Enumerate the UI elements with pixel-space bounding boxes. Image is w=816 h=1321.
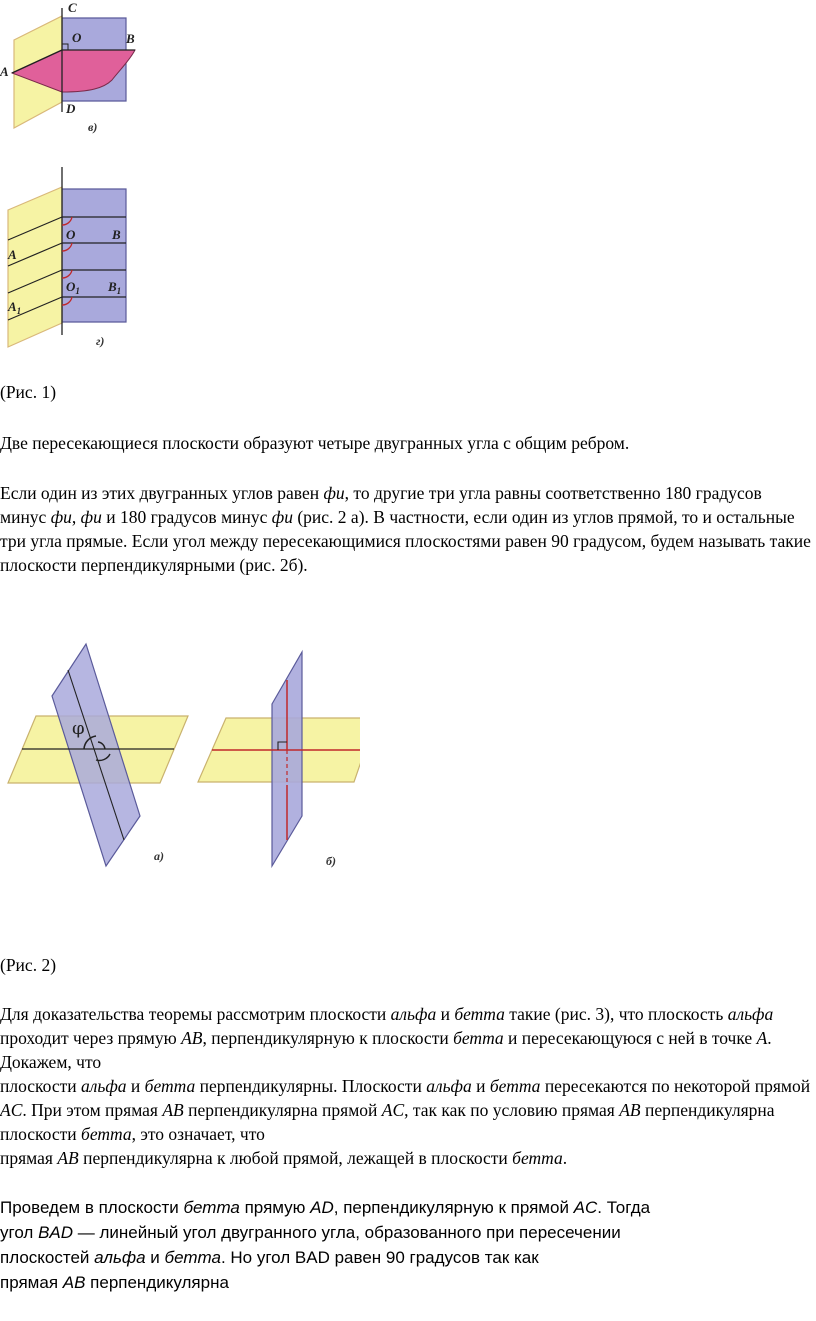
figure-2-panel-b <box>190 640 360 880</box>
paragraph-2: Если один из этих двугранных углов равен фи, то другие три угла равны соответственно 180 градусов минус фи, фи и 180 градусов минус фи (рис. 2 а). В частности, если один из углов прямой, то и остальные три угла прямые. Если угол между пересекающимися плоскостями равен 90 градусом, будем называть такие плоскости перпендикулярными (рис. 2б). <box>0 483 811 575</box>
paragraph-3: Для доказательства теоремы рассмотрим плоскости альфа и бетта такие (рис. 3), что плоскость альфа проходит через прямую AB, перпендикулярную к плоскости бетта и пересекающуюся с ней в точке A. Докажем, что плоскости альфа и бетта перпендикулярны. Плоскости альфа и бетта пересекаются по некоторой прямой AC. При этом прямая AB перпендикулярна прямой AC, так как по условию прямая AB перпендикулярна плоскости бетта, это означает, что прямая AB перпендикулярна к любой прямой, лежащей в плоскости бетта. <box>0 1004 811 1168</box>
figure-2-caption: (Рис. 2) <box>0 955 57 975</box>
label-a1: $A_1$ <box>8 299 22 316</box>
label-d: D <box>66 101 76 116</box>
figure-1-panel-g <box>0 165 160 355</box>
label-o1: $O_1$ <box>66 279 80 296</box>
caption-g: г) <box>96 334 105 348</box>
label-b: B <box>112 227 121 242</box>
figure-1-panel-v <box>0 0 160 145</box>
label-b: B <box>126 31 135 46</box>
label-c: C <box>68 0 77 15</box>
plane-vertical-blue <box>62 189 126 322</box>
paragraph-1: Две пересекающиеся плоскости образуют четыре двугранных угла с общим ребром. <box>0 433 630 453</box>
figure-2-panel-a <box>0 640 200 880</box>
label-phi: φ <box>72 718 85 739</box>
caption-v: в) <box>88 120 98 134</box>
label-a: A <box>0 64 9 79</box>
label-o: O <box>66 227 76 242</box>
label-a: A <box>8 247 17 262</box>
paragraph-4: Проведем в плоскости бетта прямую AD, перпендикулярную к прямой AC. Тогда угол BAD — линейный угол двугранного угла, образованного при пересечении плоскостей альфа и бетта. Но угол BAD равен 90 градусов так как прямая AB перпендикулярна <box>0 1198 651 1292</box>
figure-1-caption: (Рис. 1) <box>0 382 57 402</box>
plane-yellow <box>8 187 62 347</box>
label-b1: $B_1$ <box>108 279 122 296</box>
caption-b: б) <box>326 854 336 868</box>
caption-a: а) <box>154 849 164 863</box>
label-o: O <box>72 30 82 45</box>
